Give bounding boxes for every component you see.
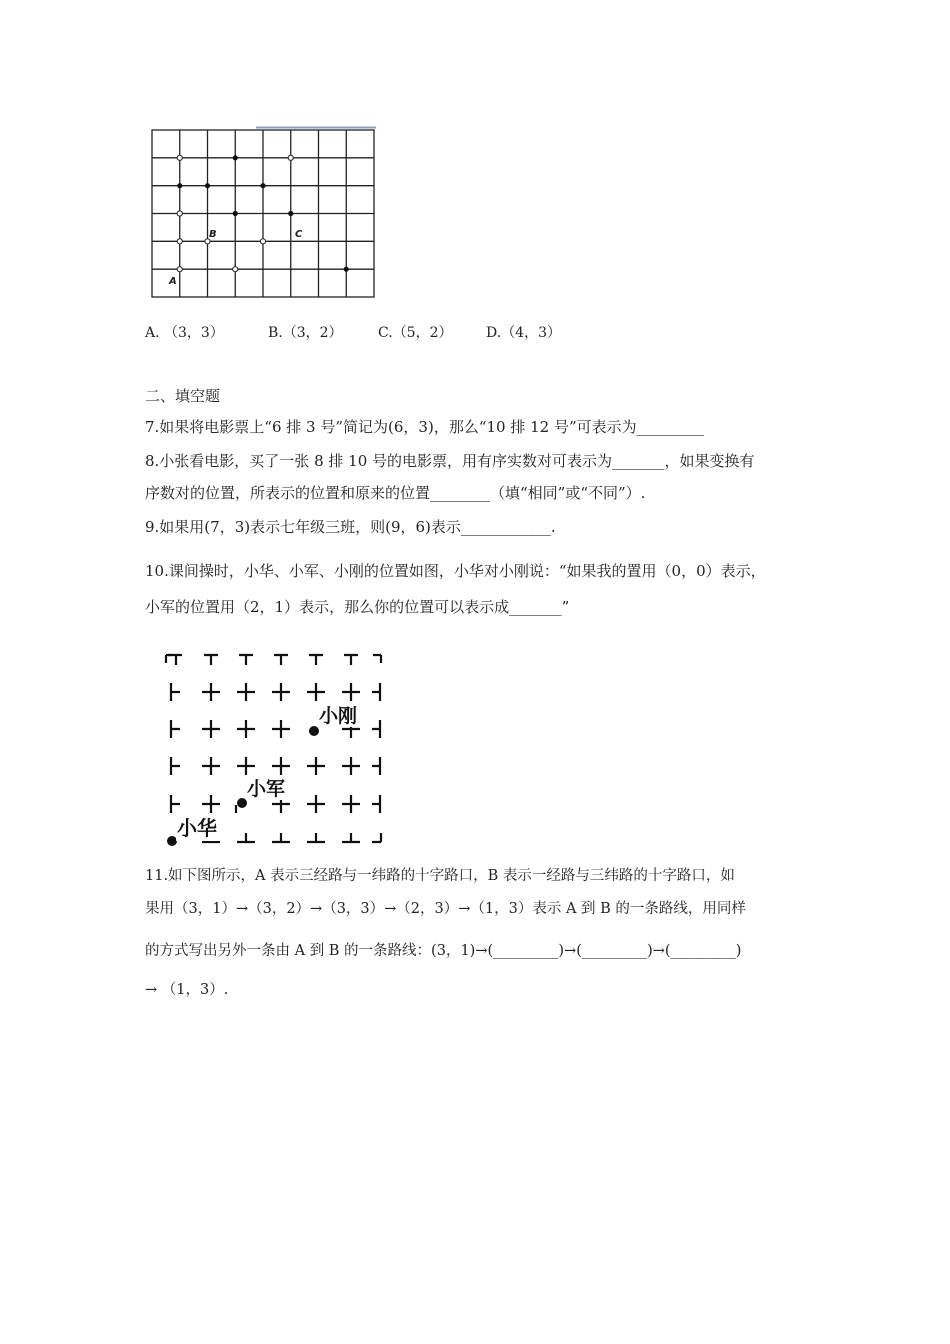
question-11-line-3: 的方式写出另外一条由 A 到 B 的一条路线：(3，1)→(_________)→(_________)→(_________) — [145, 943, 742, 959]
open-point — [288, 155, 293, 160]
option-b: B.（3，2） — [268, 325, 343, 341]
xiaohua-point — [167, 836, 177, 846]
filled-point — [344, 267, 349, 272]
question-11-line-4: → （1，3）. — [145, 982, 229, 998]
option-c: C.（5，2） — [378, 325, 453, 341]
open-point — [177, 155, 182, 160]
point-label-b: B — [209, 229, 217, 240]
open-point — [177, 239, 182, 244]
point-label-a: A — [169, 276, 177, 287]
xiaojun-point — [237, 798, 247, 808]
positions-figure — [140, 645, 390, 850]
point-label-c: C — [295, 229, 303, 240]
option-a: A. （3，3） — [145, 325, 224, 341]
label-xiaojun: 小军 — [247, 778, 286, 800]
question-11-line-2: 果用（3，1）→（3，2）→（3，3）→（2，3）→（1，3）表示 A 到 B 的一条路线，用同样 — [145, 901, 746, 917]
section-title: 二、填空题 — [145, 387, 221, 405]
filled-point — [205, 183, 210, 188]
question-8-line-1: 8.小张看电影，买了一张 8 排 10 号的电影票，用有序实数对可表示为_______，如果变换有 — [145, 452, 755, 470]
label-xiaogang: 小刚 — [319, 705, 358, 727]
cross-grid — [166, 655, 381, 842]
question-11-line-1: 11.如下图所示，A 表示三经路与一纬路的十字路口，B 表示一经路与三纬路的十字路口，如 — [145, 868, 735, 884]
question-8-line-2: 序数对的位置，所表示的位置和原来的位置________（填“相同”或“不同”）. — [145, 484, 646, 502]
answer-options — [145, 322, 561, 342]
question-7: 7.如果将电影票上“6 排 3 号”简记为(6，3)，那么“10 排 12 号”可表示为_________ — [145, 418, 705, 436]
xiaogang-point — [309, 726, 319, 736]
grid-lines — [152, 130, 374, 297]
filled-point — [177, 183, 182, 188]
filled-point — [288, 211, 293, 216]
open-point — [260, 239, 265, 244]
filled-point — [260, 183, 265, 188]
grid-figure-1 — [150, 124, 380, 302]
open-point — [233, 267, 238, 272]
filled-point — [233, 155, 238, 160]
option-d: D.（4，3） — [486, 325, 561, 341]
question-10-line-1: 10.课间操时，小华、小军、小刚的位置如图，小华对小刚说：“如果我的置用（0，0）表示， — [145, 562, 766, 580]
open-point — [177, 211, 182, 216]
filled-point — [233, 211, 238, 216]
question-9: 9.如果用(7，3)表示七年级三班，则(9，6)表示____________. — [145, 518, 556, 536]
question-10-line-2: 小军的位置用（2，1）表示，那么你的位置可以表示成_______” — [145, 598, 570, 616]
label-xiaohua: 小华 — [177, 816, 217, 840]
open-point — [177, 267, 182, 272]
